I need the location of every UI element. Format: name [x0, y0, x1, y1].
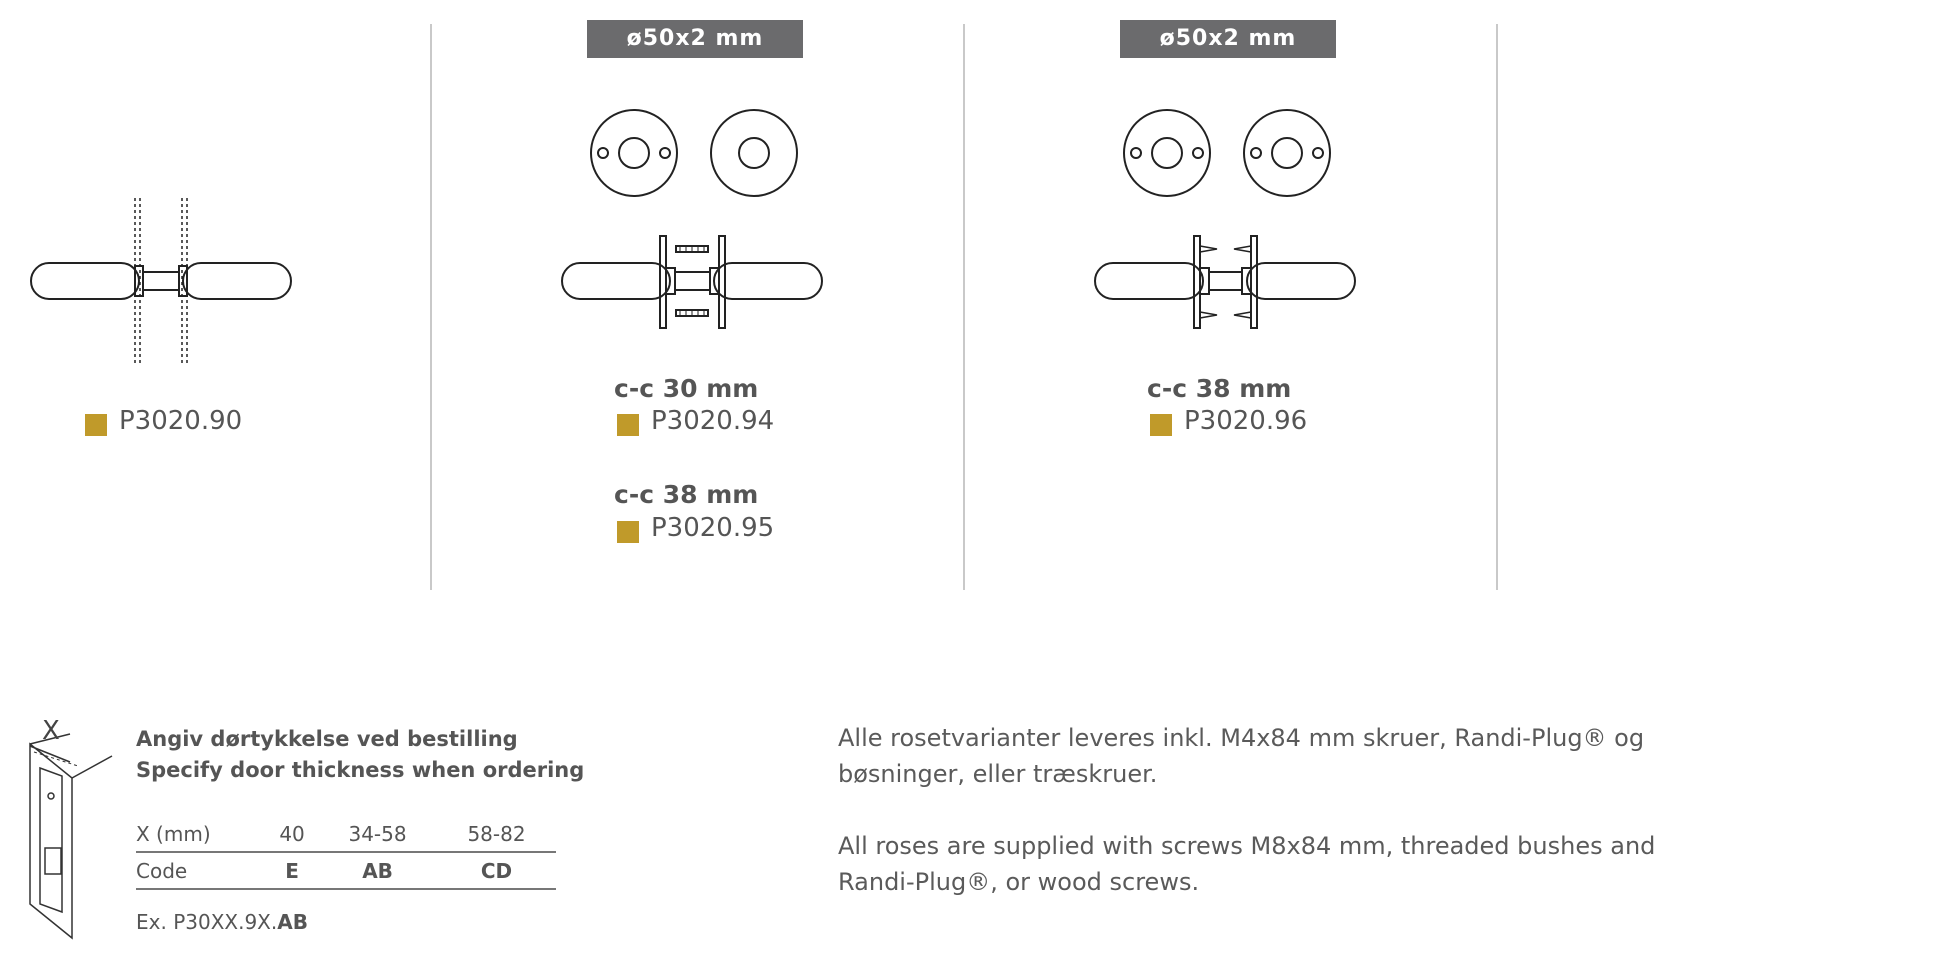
rose-drawings — [1113, 100, 1353, 210]
table-cell: CD — [437, 852, 556, 889]
table-cell: E — [266, 852, 318, 889]
door-thickness-table — [136, 816, 556, 890]
note-title-da: Angiv dørtykkelse ved bestilling — [136, 727, 518, 751]
divider-1 — [430, 24, 432, 590]
table-cell: AB — [318, 852, 437, 889]
table-cell: 58-82 — [437, 816, 556, 852]
table-cell: Code — [136, 852, 266, 889]
product-code: P3020.90 — [119, 406, 243, 436]
x-dimension-label: X — [42, 716, 60, 746]
door-thickness-drawing — [20, 716, 120, 946]
table-cell: 34-58 — [318, 816, 437, 852]
info-paragraph-da: Alle rosetvarianter leveres inkl. M4x84 mm skruer, Randi-Plug® og bøsninger, eller træskruer. — [838, 724, 1645, 788]
table-row — [136, 816, 556, 852]
finish-swatch — [617, 521, 639, 543]
finish-swatch — [617, 414, 639, 436]
example-prefix: Ex. P30XX.9X. — [136, 910, 278, 934]
cc-label: c-c 30 mm — [614, 374, 759, 403]
rose-drawings — [580, 100, 820, 210]
finish-swatch — [85, 414, 107, 436]
info-paragraph-en: All roses are supplied with screws M8x84 mm, threaded bushes and Randi-Plug®, or wood screws. — [838, 832, 1656, 896]
handle-drawing-p3020-90 — [0, 0, 320, 380]
rose-size-tag: ø50x2 mm — [587, 20, 803, 58]
handle-drawing-through-bolt — [560, 232, 830, 332]
example-code — [136, 910, 308, 934]
finish-swatch — [1150, 414, 1172, 436]
product-code: P3020.94 — [651, 406, 775, 436]
cc-label: c-c 38 mm — [614, 480, 759, 509]
table-cell: X (mm) — [136, 816, 266, 852]
table-cell: 40 — [266, 816, 318, 852]
product-code: P3020.96 — [1184, 406, 1308, 436]
product-code: P3020.95 — [651, 513, 775, 543]
handle-drawing-wood-screws — [1093, 232, 1363, 332]
note-title-en: Specify door thickness when ordering — [136, 758, 585, 782]
divider-3 — [1496, 24, 1498, 590]
divider-2 — [963, 24, 965, 590]
cc-label: c-c 38 mm — [1147, 374, 1292, 403]
example-suffix: AB — [277, 910, 308, 934]
rose-size-tag: ø50x2 mm — [1120, 20, 1336, 58]
table-row — [136, 852, 556, 889]
